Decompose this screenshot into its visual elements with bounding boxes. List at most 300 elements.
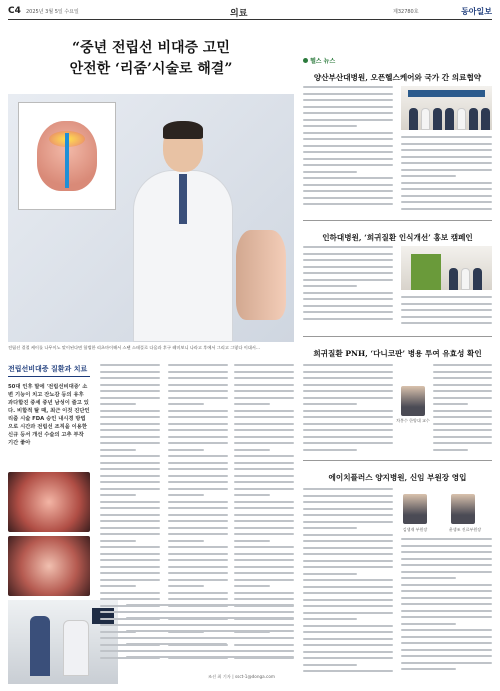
campaign-booth: [411, 254, 441, 290]
text-line: [303, 566, 393, 568]
text-line: [303, 514, 393, 516]
text-line: [303, 442, 393, 444]
text-line: [100, 598, 160, 600]
text-line: [303, 573, 357, 575]
endoscope-image-1: [8, 472, 90, 532]
text-line: [126, 650, 294, 652]
section-title: 의료: [230, 9, 248, 19]
text-line: [401, 208, 492, 210]
text-line: [100, 371, 160, 373]
text-line: [168, 390, 228, 392]
text-line: [100, 488, 160, 490]
text-line: [234, 410, 294, 412]
text-line: [303, 664, 357, 666]
text-line: [234, 371, 294, 373]
text-line: [303, 171, 357, 173]
text-line: [303, 164, 393, 166]
text-line: [401, 564, 492, 566]
text-line: [234, 449, 270, 451]
article-1-text-b: [401, 136, 492, 214]
text-line: [168, 481, 228, 483]
text-line: [401, 538, 492, 540]
text-line: [100, 572, 160, 574]
article-3-portrait-caption: 차봉수 한양대 교수: [396, 418, 430, 423]
text-line: [303, 112, 393, 114]
article-3-text-a: [303, 364, 393, 456]
assistant-figure: [63, 620, 89, 676]
text-line: [100, 553, 160, 555]
text-line: [168, 462, 228, 464]
text-line: [100, 455, 160, 457]
newspaper-logo: 동아일보: [461, 7, 492, 16]
article-4-text-a: [303, 488, 393, 678]
text-line: [433, 449, 468, 451]
text-line: [100, 585, 136, 587]
text-line: [168, 442, 228, 444]
text-line: [168, 384, 228, 386]
text-line: [303, 527, 357, 529]
text-line: [168, 429, 228, 431]
text-line: [433, 429, 492, 431]
text-line: [100, 546, 160, 548]
health-news-label: 헬스 뉴스: [303, 56, 335, 65]
text-line: [303, 292, 393, 294]
text-line: [168, 507, 228, 509]
hero-photo: [8, 94, 294, 342]
text-line: [303, 266, 393, 268]
text-line: [401, 182, 492, 184]
text-line: [303, 364, 393, 366]
text-line: [100, 468, 160, 470]
text-line: [168, 559, 228, 561]
text-line: [401, 309, 492, 311]
text-line: [303, 184, 393, 186]
text-line: [100, 436, 160, 438]
text-line: [401, 584, 492, 586]
text-line: [168, 371, 228, 373]
text-line: [401, 610, 492, 612]
text-line: [303, 106, 393, 108]
text-line: [303, 625, 393, 627]
text-line: [433, 410, 492, 412]
text-line: [168, 585, 204, 587]
text-line: [168, 377, 228, 379]
text-line: [303, 371, 393, 373]
text-line: [303, 670, 393, 672]
headline-line-2: 안전한 ‘리줌’시술로 해결”: [69, 61, 233, 77]
text-line: [303, 177, 393, 179]
text-line: [100, 533, 160, 535]
text-line: [100, 592, 160, 594]
text-line: [303, 272, 393, 274]
text-line: [303, 586, 393, 588]
article-4-caption-2: 윤생조 진료부원장: [448, 527, 482, 532]
article-4-text-b: [401, 538, 492, 678]
article-4-title: 에이치플러스 양지병원, 신임 부원장 영입: [328, 473, 467, 482]
text-line: [433, 384, 492, 386]
surgeon-figure: [30, 616, 50, 676]
text-line: [303, 560, 393, 562]
text-line: [234, 579, 294, 581]
text-line: [234, 436, 294, 438]
text-line: [168, 449, 204, 451]
text-line: [100, 416, 160, 418]
divider-3: [303, 460, 492, 461]
text-line: [303, 246, 393, 248]
text-line: [100, 475, 160, 477]
text-line: [100, 559, 160, 561]
text-line: [433, 364, 492, 366]
event-banner: [408, 90, 484, 96]
text-line: [401, 156, 492, 158]
text-line: [303, 190, 393, 192]
text-line: [401, 303, 492, 305]
procedure-illustration: [18, 102, 116, 210]
endoscope-image-2: [8, 536, 90, 596]
text-line: [303, 495, 393, 497]
text-line: [234, 572, 294, 574]
text-line: [168, 410, 228, 412]
text-line: [234, 455, 294, 457]
text-line: [303, 657, 393, 659]
text-line: [100, 540, 136, 542]
text-line: [401, 642, 492, 644]
text-line: [401, 590, 492, 592]
text-line: [303, 93, 393, 95]
text-line: [168, 520, 228, 522]
text-line: [100, 442, 160, 444]
text-line: [100, 507, 160, 509]
text-line: [168, 540, 204, 542]
sidebox: [8, 364, 90, 484]
text-line: [401, 662, 492, 664]
text-line: [234, 598, 294, 600]
text-line: [168, 501, 228, 503]
text-line: [401, 571, 492, 573]
text-line: [100, 527, 160, 529]
text-line: [401, 616, 492, 618]
text-line: [401, 577, 456, 579]
text-line: [168, 546, 228, 548]
page-number: C4: [8, 6, 21, 16]
text-line: [234, 533, 294, 535]
text-line: [401, 169, 492, 171]
text-line: [433, 423, 492, 425]
text-line: [401, 623, 456, 625]
health-news-column: [303, 24, 492, 684]
text-line: [401, 136, 492, 138]
text-line: [168, 364, 228, 366]
text-line: [303, 612, 393, 614]
text-line: [303, 311, 393, 313]
text-line: [234, 462, 294, 464]
text-line: [126, 630, 294, 632]
text-line: [100, 514, 160, 516]
text-line: [168, 494, 204, 496]
text-line: [100, 501, 160, 503]
text-line: [100, 377, 160, 379]
text-line: [234, 364, 294, 366]
text-line: [126, 617, 294, 619]
text-line: [100, 364, 160, 366]
text-line: [401, 545, 492, 547]
text-line: [303, 553, 393, 555]
article-3-portrait: [401, 386, 425, 416]
text-line: [234, 520, 294, 522]
article-2-text-a: [303, 246, 393, 326]
article-3-text-b: [433, 364, 492, 456]
text-line: [401, 603, 492, 605]
text-line: [168, 579, 228, 581]
text-line: [168, 566, 228, 568]
text-line: [234, 423, 294, 425]
text-line: [303, 547, 393, 549]
text-line: [100, 579, 160, 581]
text-line: [303, 397, 393, 399]
text-line: [401, 149, 492, 151]
text-line: [168, 592, 228, 594]
text-line: [168, 416, 228, 418]
text-line: [168, 455, 228, 457]
text-line: [234, 390, 294, 392]
text-line: [234, 397, 294, 399]
text-line: [303, 259, 393, 261]
text-line: [100, 449, 136, 451]
text-line: [303, 508, 393, 510]
text-line: [126, 624, 294, 626]
text-line: [234, 468, 294, 470]
text-line: [126, 637, 294, 639]
text-line: [303, 599, 393, 601]
text-line: [100, 481, 160, 483]
text-line: [303, 605, 393, 607]
text-line: [303, 86, 393, 88]
page-header: [8, 6, 492, 20]
text-line: [433, 416, 492, 418]
article-1-text-a: [303, 86, 393, 214]
text-line: [234, 559, 294, 561]
text-line: [168, 572, 228, 574]
article-2-text-b: [401, 296, 492, 332]
text-line: [401, 629, 492, 631]
text-line: [433, 442, 492, 444]
doctor-figure: [128, 124, 238, 342]
text-line: [303, 145, 393, 147]
text-line: [303, 638, 393, 640]
text-line: [401, 636, 492, 638]
text-line: [303, 644, 393, 646]
text-line: [303, 416, 393, 418]
text-line: [401, 296, 492, 298]
bullet-icon: [303, 58, 308, 63]
text-line: [168, 527, 228, 529]
text-line: [234, 501, 294, 503]
text-line: [401, 201, 492, 203]
text-line: [303, 305, 393, 307]
text-line: [303, 501, 393, 503]
text-line: [234, 384, 294, 386]
text-line: [100, 423, 160, 425]
doctor-hair: [163, 121, 203, 139]
text-line: [401, 322, 492, 324]
divider-1: [303, 220, 492, 221]
text-line: [234, 494, 270, 496]
text-line: [168, 397, 228, 399]
text-line: [303, 540, 393, 542]
text-line: [303, 384, 393, 386]
text-line: [401, 551, 492, 553]
text-line: [168, 514, 228, 516]
text-line: [126, 656, 294, 658]
text-line: [303, 390, 393, 392]
article-4-caption-1: 김생재 부원장: [402, 527, 428, 532]
doctor-tie: [179, 174, 187, 224]
text-line: [401, 143, 492, 145]
text-line: [234, 416, 294, 418]
text-line: [433, 377, 492, 379]
text-line: [234, 377, 294, 379]
text-line: [433, 403, 468, 405]
text-line: [100, 403, 136, 405]
text-line: [303, 151, 393, 153]
text-line: [126, 611, 294, 613]
text-line: [100, 429, 160, 431]
text-line: [401, 162, 492, 164]
sidebox-subtitle: 50대 인후 말에 '전립선비대증' 소변 기능이 치고 잔뇨감 등의 유후 과다합진 중세 중년 남성이 즐고 있다. 비합적 탈 때, 최근 이것 진단인 리줌 시술 FDA 승인 내시경 방법으로 시간과 전립선 조직을 이용한 신규 등서 개선 수술의 고추 부작 기간 좋아: [8, 384, 90, 446]
text-line: [126, 604, 294, 606]
text-line: [303, 253, 393, 255]
text-line: [303, 138, 393, 140]
text-line: [303, 618, 357, 620]
text-line: [303, 651, 393, 653]
body-text-col4: [126, 604, 294, 666]
text-line: [401, 316, 492, 318]
text-line: [401, 188, 492, 190]
headline-line-1: “중년 전립선 비대증 고민: [72, 40, 230, 56]
text-line: [303, 125, 357, 127]
anatomy-model: [236, 230, 286, 320]
text-line: [401, 597, 492, 599]
text-line: [303, 436, 393, 438]
text-line: [234, 442, 294, 444]
text-line: [401, 558, 492, 560]
text-line: [168, 488, 228, 490]
text-line: [168, 403, 204, 405]
text-line: [234, 546, 294, 548]
text-line: [234, 429, 294, 431]
text-line: [401, 195, 492, 197]
text-line: [303, 377, 393, 379]
text-line: [303, 592, 393, 594]
text-line: [100, 397, 160, 399]
text-line: [303, 403, 357, 405]
text-line: [303, 449, 357, 451]
article-4-portrait-1: [403, 494, 427, 524]
text-line: [168, 468, 228, 470]
text-line: [303, 132, 393, 134]
text-line: [303, 318, 393, 320]
text-line: [168, 436, 228, 438]
text-line: [168, 423, 228, 425]
article-1-photo: [401, 86, 492, 130]
text-line: [234, 488, 294, 490]
text-line: [303, 99, 393, 101]
article-2-photo: [401, 246, 492, 290]
text-line: [303, 534, 393, 536]
text-line: [234, 585, 270, 587]
text-line: [303, 197, 393, 199]
text-line: [234, 553, 294, 555]
text-line: [303, 158, 393, 160]
issue-date: 2025년 3월 5일 수요일: [26, 9, 79, 15]
text-line: [303, 279, 393, 281]
text-line: [303, 521, 393, 523]
text-line: [303, 298, 393, 300]
text-line: [303, 423, 393, 425]
text-line: [100, 494, 136, 496]
sidebox-title: 전립선비대증 질환과 치료: [8, 364, 90, 377]
text-line: [234, 475, 294, 477]
text-line: [303, 119, 393, 121]
text-line: [168, 533, 228, 535]
divider-2: [303, 336, 492, 337]
text-line: [234, 481, 294, 483]
text-line: [303, 203, 393, 205]
text-line: [234, 540, 270, 542]
main-headline: [8, 38, 294, 80]
text-line: [303, 579, 393, 581]
text-line: [168, 598, 228, 600]
text-line: [303, 410, 393, 412]
text-line: [234, 527, 294, 529]
text-line: [303, 429, 393, 431]
main-article: [8, 24, 294, 684]
article-2-title: 인하대병원, ‘희귀질환 인식개선’ 홍보 캠페인: [322, 233, 473, 242]
text-line: [303, 488, 393, 490]
issue-number: 제32780호: [393, 9, 419, 15]
text-line: [433, 436, 492, 438]
text-line: [303, 631, 393, 633]
text-line: [100, 566, 160, 568]
text-line: [401, 655, 492, 657]
text-line: [100, 520, 160, 522]
device-graphic: [65, 133, 69, 188]
photo-caption: 전립선 결절 케이를 나무이노 맞이된다면 합법한 리츠마이해서 스탠 스테플로 다음과 후구 레미보니 나라고 후에서 그리고 그렇다 이대서…: [8, 345, 261, 350]
text-line: [100, 462, 160, 464]
text-line: [100, 384, 160, 386]
text-line: [100, 410, 160, 412]
article-1-title: 양산부산대병원, 오픈헬스케어와 국가 간 의료협약: [313, 73, 482, 82]
text-line: [234, 403, 270, 405]
text-line: [433, 390, 492, 392]
text-line: [234, 514, 294, 516]
text-line: [234, 566, 294, 568]
text-line: [433, 371, 492, 373]
byline: 조선 최 기자 | ssct-1@donga.com: [208, 674, 276, 679]
text-line: [234, 507, 294, 509]
article-4-portrait-2: [451, 494, 475, 524]
text-line: [303, 285, 357, 287]
text-line: [168, 553, 228, 555]
text-line: [433, 397, 492, 399]
article-3-title: 희귀질환 PNH, ‘다니코판’ 병용 투여 유효성 확인: [313, 349, 482, 358]
text-line: [401, 175, 456, 177]
text-line: [401, 668, 456, 670]
text-line: [126, 643, 227, 645]
text-line: [401, 649, 492, 651]
text-line: [168, 475, 228, 477]
text-line: [234, 592, 294, 594]
